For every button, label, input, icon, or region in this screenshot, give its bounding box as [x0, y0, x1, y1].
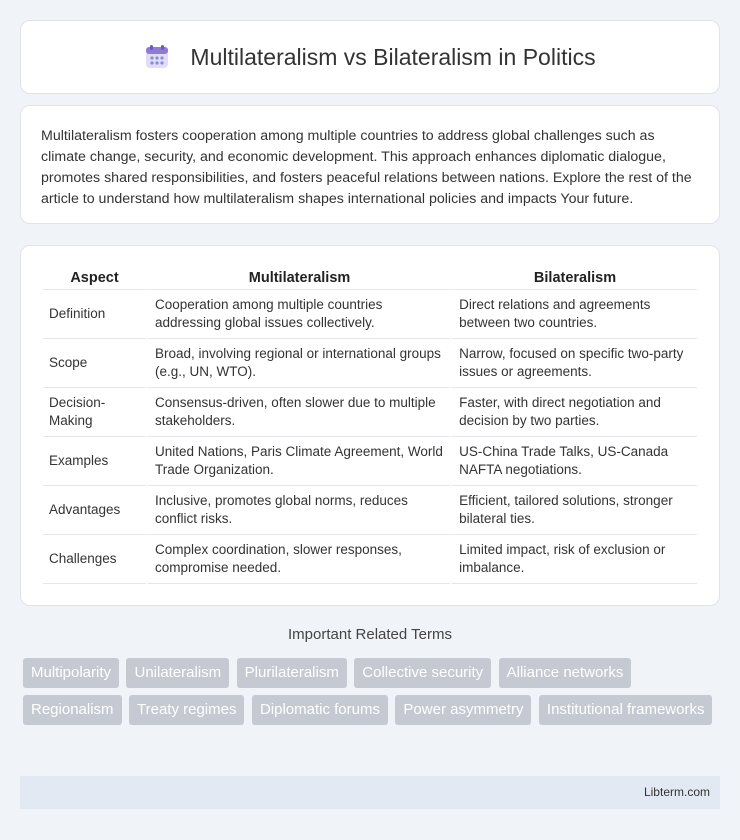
page-title: Multilateralism vs Bilateralism in Politics — [190, 43, 596, 70]
multilateralism-cell: Inclusive, promotes global norms, reduces conflict risks. — [146, 486, 450, 535]
bilateralism-cell: Faster, with direct negotiation and decision by two parties. — [450, 388, 697, 437]
calendar-icon — [144, 44, 170, 70]
term-tag[interactable]: Regionalism — [23, 695, 122, 725]
column-header-bilateralism: Bilateralism — [450, 266, 697, 290]
multilateralism-cell: United Nations, Paris Climate Agreement, World Trade Organization. — [146, 437, 450, 486]
multilateralism-cell: Complex coordination, slower responses, compromise needed. — [146, 535, 450, 584]
footer-site-link[interactable]: Libterm.com — [643, 785, 710, 799]
row-aspect: Decision-Making — [43, 388, 146, 437]
bilateralism-cell: Limited impact, risk of exclusion or imbalance. — [450, 535, 697, 584]
table-row — [43, 388, 697, 437]
comparison-table-card — [20, 245, 720, 606]
bilateralism-cell: Direct relations and agreements between two countries. — [450, 290, 697, 339]
term-tag[interactable]: Unilateralism — [126, 658, 229, 688]
term-tag[interactable]: Plurilateralism — [237, 658, 347, 688]
term-tag[interactable]: Alliance networks — [499, 658, 632, 688]
term-tag[interactable]: Collective security — [354, 658, 491, 688]
term-tag[interactable]: Power asymmetry — [395, 695, 531, 725]
column-header-multilateralism: Multilateralism — [146, 266, 450, 290]
row-aspect: Advantages — [43, 486, 146, 535]
table-row — [43, 437, 697, 486]
table-row — [43, 486, 697, 535]
row-aspect: Definition — [43, 290, 146, 339]
comparison-table — [43, 266, 697, 584]
term-tag[interactable]: Institutional frameworks — [539, 695, 713, 725]
column-header-aspect: Aspect — [43, 266, 146, 290]
bilateralism-cell: Narrow, focused on specific two-party issues or agreements. — [450, 339, 697, 388]
term-tag[interactable]: Treaty regimes — [129, 695, 244, 725]
table-header-row — [43, 266, 697, 290]
multilateralism-cell: Consensus-driven, often slower due to multiple stakeholders. — [146, 388, 450, 437]
bilateralism-cell: Efficient, tailored solutions, stronger bilateral ties. — [450, 486, 697, 535]
multilateralism-cell: Broad, involving regional or international groups (e.g., UN, WTO). — [146, 339, 450, 388]
row-aspect: Challenges — [43, 535, 146, 584]
intro-section — [20, 105, 720, 224]
table-row — [43, 339, 697, 388]
table-row — [43, 290, 697, 339]
bilateralism-cell: US-China Trade Talks, US-Canada NAFTA negotiations. — [450, 437, 697, 486]
multilateralism-cell: Cooperation among multiple countries addressing global issues collectively. — [146, 290, 450, 339]
table-row — [43, 535, 697, 584]
row-aspect: Scope — [43, 339, 146, 388]
footer — [20, 776, 720, 809]
related-terms-title: Important Related Terms — [288, 626, 452, 643]
row-aspect: Examples — [43, 437, 146, 486]
term-tag[interactable]: Multipolarity — [23, 658, 119, 688]
intro-text: Multilateralism fosters cooperation among multiple countries to address global challenges such as climate change, security, and economic development. This approach enhances diplomatic dialogue, promotes shared responsibilities, and fosters peaceful relations between nations. Explore the rest of the article to understand how multilateralism shapes international policies and impacts Your future. — [41, 128, 692, 207]
page-header — [20, 20, 720, 94]
term-tag[interactable]: Diplomatic forums — [252, 695, 388, 725]
related-terms-list — [23, 658, 723, 732]
